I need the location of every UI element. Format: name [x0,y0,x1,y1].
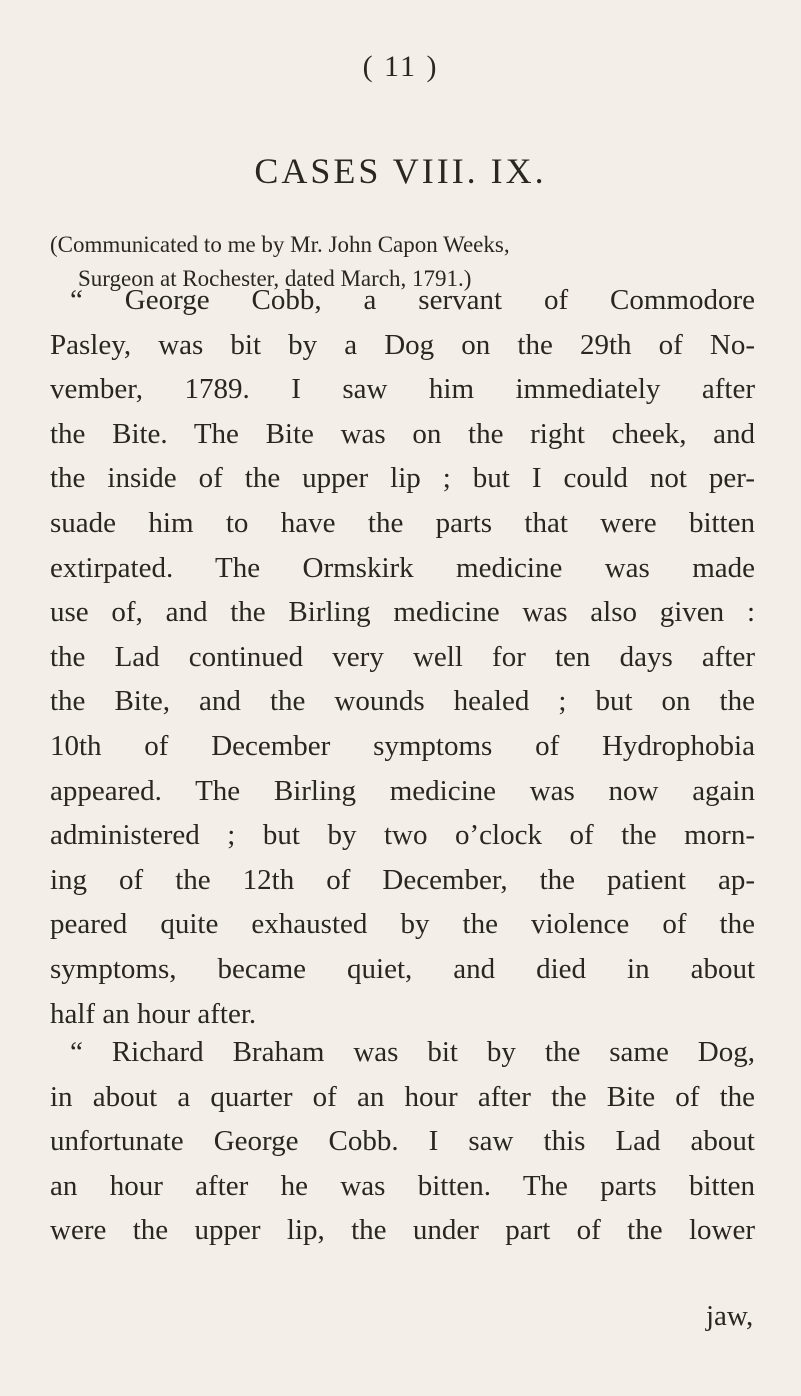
text-line: were the upper lip, the under part of the lower [50,1214,755,1247]
attribution-line: (Communicated to me by Mr. John Capon Weeks, [50,232,510,257]
text-line: peared quite exhausted by the violence of the [50,908,755,941]
text-line: use of, and the Birling medicine was also given : [50,596,755,629]
text-line: 10th of December symptoms of Hydrophobia [50,729,755,762]
paragraph-case-viii [50,278,755,1036]
paragraph-case-ix [50,1030,755,1253]
text-line: appeared. The Birling medicine was now again [50,774,755,807]
text-line: the inside of the upper lip ; but I could not per- [50,462,755,495]
text-line: ing of the 12th of December, the patient ap- [50,863,755,896]
text-line: “ George Cobb, a servant of Commodore [70,284,755,316]
attribution-line: Surgeon at Rochester, dated March, 1791.) [78,266,472,291]
text-line: the Bite, and the wounds healed ; but on the [50,685,755,718]
text-line: Pasley, was bit by a Dog on the 29th of No- [50,328,755,361]
section-heading: CASES VIII. IX. [254,151,547,191]
text-line: an hour after he was bitten. The parts bitten [50,1169,755,1202]
text-line: symptoms, became quiet, and died in about [50,952,755,985]
catchword: jaw, [706,1300,754,1332]
text-line: the Bite. The Bite was on the right cheek, and [50,417,755,450]
text-line: half an hour after. [50,997,257,1030]
text-line: the Lad continued very well for ten days after [50,640,755,673]
text-line: suade him to have the parts that were bitten [50,506,755,539]
page-number: ( 11 ) [362,50,439,83]
text-line: in about a quarter of an hour after the Bite of the [50,1080,755,1113]
text-line: extirpated. The Ormskirk medicine was made [50,551,755,584]
text-line: “ Richard Braham was bit by the same Dog, [70,1036,755,1068]
text-line: vember, 1789. I saw him immediately after [50,373,755,406]
text-line: unfortunate George Cobb. I saw this Lad about [50,1125,755,1158]
text-line: administered ; but by two o’clock of the morn- [50,819,755,852]
